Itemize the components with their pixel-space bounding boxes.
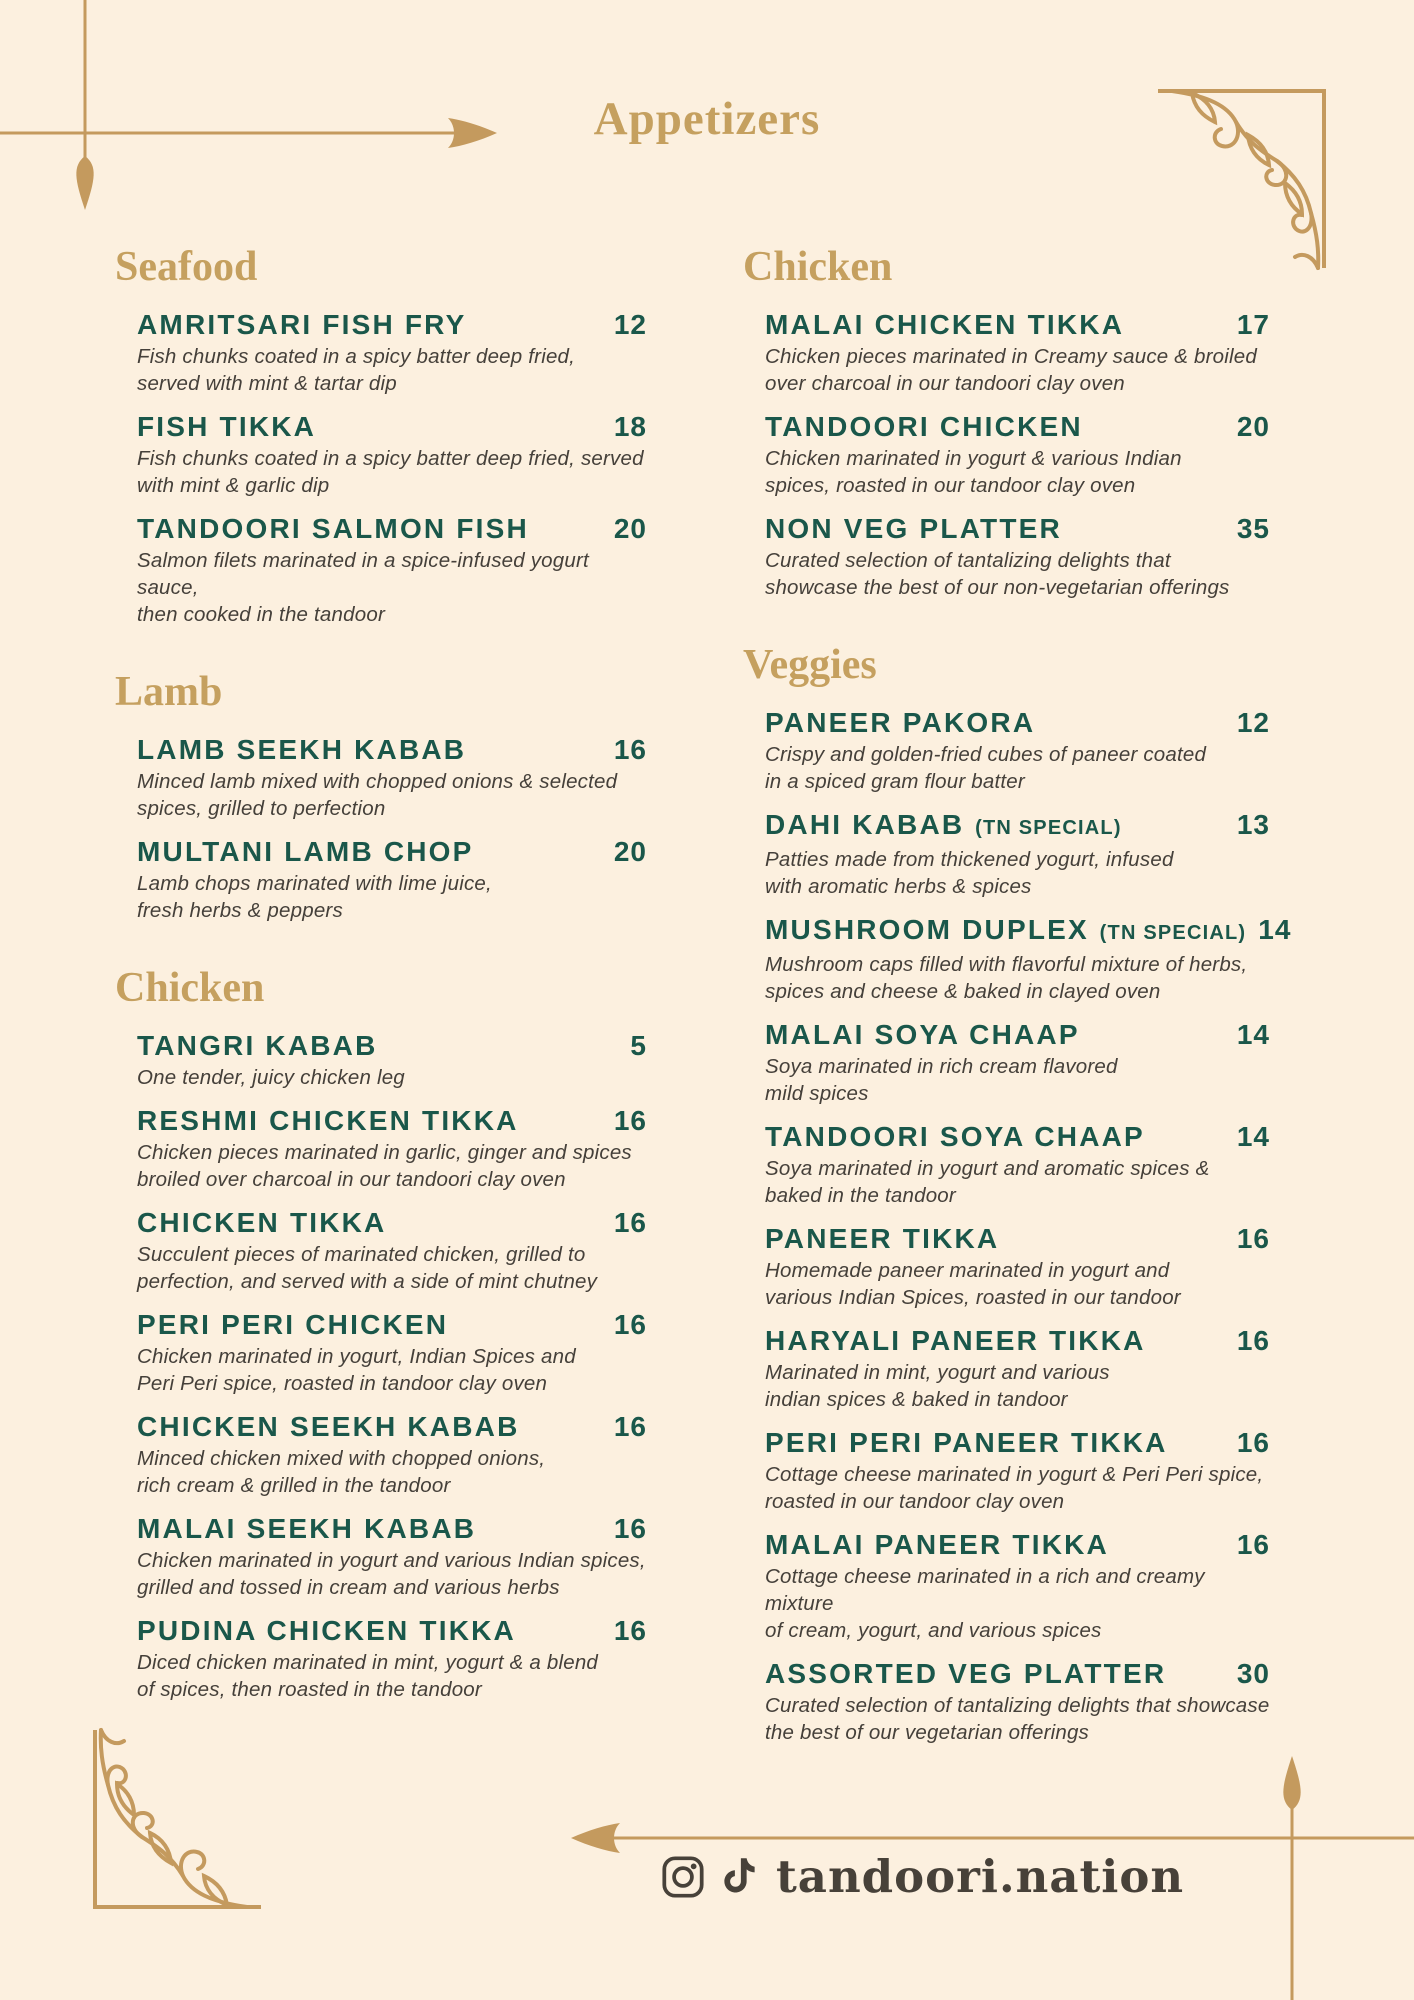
item-description-line: Salmon filets marinated in a spice-infused yogurt sauce, [137,549,589,599]
menu-item-header [765,1323,1270,1359]
item-description [765,1563,1270,1644]
item-description-line: served with mint & tartar dip [137,372,397,395]
item-description-line: Curated selection of tantalizing delights that showcase [765,1694,1270,1717]
item-name: FISH TIKKA [137,411,317,442]
item-name: MULTANI LAMB CHOP [137,836,474,867]
item-description [765,547,1270,601]
menu-item-header [765,1527,1270,1563]
item-description-line: perfection, and served with a side of mint chutney [137,1270,598,1293]
item-description [137,445,647,499]
menu-item-header [765,705,1270,741]
item-name: CHICKEN TIKKA [137,1207,387,1238]
item-name: TANDOORI SALMON FISH [137,513,529,544]
menu-item [743,807,1270,900]
item-price: 14 [1236,1019,1270,1050]
item-description-line: Chicken marinated in yogurt, Indian Spices and [137,1345,576,1368]
item-description-line: Diced chicken marinated in mint, yogurt & a blend [137,1651,599,1674]
menu-item [115,834,647,924]
item-price: 30 [1236,1658,1270,1689]
item-description-line: spices and cheese & baked in clayed oven [765,980,1161,1003]
section-title: Veggies [743,642,877,688]
item-name: AMRITSARI FISH FRY [137,309,467,340]
item-price: 16 [1236,1427,1270,1458]
menu-item [115,1409,647,1499]
item-description-line: Mushroom caps filled with flavorful mixture of herbs, [765,953,1248,976]
item-description-line: Chicken pieces marinated in Creamy sauce & broiled [765,345,1257,368]
menu-item [115,409,647,499]
item-price: 16 [613,1207,647,1238]
social-handle: tandoori.nation [776,1850,1185,1903]
corner-flourish-bottom-left [95,1730,261,1907]
item-name: DAHI KABAB (TN SPECIAL) [765,809,1122,840]
item-name: CHICKEN SEEKH KABAB [137,1411,520,1442]
item-description [137,1241,647,1295]
menu-item-header [137,1307,647,1343]
item-description-line: Chicken marinated in yogurt & various Indian [765,447,1182,470]
item-description [137,1064,647,1091]
menu-item [743,307,1270,397]
item-description-line: mild spices [765,1082,869,1105]
menu-item-header [137,1028,647,1064]
item-description [765,846,1270,900]
item-name: PANEER TIKKA [765,1223,1000,1254]
item-price: 16 [613,1105,647,1136]
item-description-line: the best of our vegetarian offerings [765,1721,1090,1744]
item-name: PERI PERI PANEER TIKKA [765,1427,1168,1458]
item-description [765,1359,1270,1413]
item-description [765,1257,1270,1311]
item-price: 20 [613,513,647,544]
menu-item-header [137,1409,647,1445]
item-description-line: grilled and tossed in cream and various herbs [137,1576,560,1599]
item-name: PANEER PAKORA [765,707,1036,738]
item-name: NON VEG PLATTER [765,513,1062,544]
item-name: MALAI SOYA CHAAP [765,1019,1080,1050]
item-description-line: Lamb chops marinated with lime juice, [137,872,492,895]
item-description-line: showcase the best of our non-vegetarian offerings [765,576,1230,599]
item-description [137,343,647,397]
menu-section [743,641,1292,1746]
item-price: 16 [1236,1529,1270,1560]
menu-item-header [765,1656,1270,1692]
menu-item-header [137,511,647,547]
item-description-line: Marinated in mint, yogurt and various [765,1361,1110,1384]
item-description-line: indian spices & baked in tandoor [765,1388,1068,1411]
item-description-line: Soya marinated in rich cream flavored [765,1055,1118,1078]
item-description [137,768,647,822]
item-name: MALAI CHICKEN TIKKA [765,309,1125,340]
menu-column [743,243,1292,1758]
menu-section [743,243,1270,601]
item-description [765,741,1270,795]
item-description-line: Succulent pieces of marinated chicken, grilled to [137,1243,586,1266]
item-name: MUSHROOM DUPLEX (TN SPECIAL) [765,914,1247,945]
menu-item-header [765,307,1270,343]
item-price: 12 [1236,707,1270,738]
menu-item [743,409,1270,499]
item-description [765,343,1270,397]
menu-item [743,1221,1270,1311]
item-name: ASSORTED VEG PLATTER [765,1658,1167,1689]
menu-item [743,1425,1270,1515]
section-title: Chicken [115,965,265,1011]
section-title: Chicken [743,244,893,290]
item-description-line: various Indian Spices, roasted in our tandoor [765,1286,1181,1309]
menu-item-header [137,1205,647,1241]
menu-item [743,912,1292,1005]
item-price: 18 [613,411,647,442]
item-price: 16 [613,1411,647,1442]
item-special-tag: (TN SPECIAL) [1092,922,1247,944]
item-description-line: Cottage cheese marinated in a rich and creamy mixture [765,1565,1205,1615]
item-description-line: Homemade paneer marinated in yogurt and [765,1259,1170,1282]
menu-section [115,668,647,924]
item-description-line: Curated selection of tantalizing delights that [765,549,1171,572]
menu-item [115,511,647,628]
menu-item-header [137,834,647,870]
item-price: 16 [613,1309,647,1340]
section-title: Seafood [115,244,258,290]
item-description [137,1445,647,1499]
menu-item-header [765,1017,1270,1053]
item-price: 16 [613,1615,647,1646]
menu-item-header [765,1221,1270,1257]
menu-item-header [137,1511,647,1547]
menu-item [115,1613,647,1703]
item-description-line: over charcoal in our tandoori clay oven [765,372,1125,395]
menu-item-header [765,1425,1270,1461]
item-price: 16 [613,1513,647,1544]
item-description-line: roasted in our tandoor clay oven [765,1490,1065,1513]
item-description-line: Fish chunks coated in a spicy batter deep fried, [137,345,576,368]
item-price: 16 [1236,1223,1270,1254]
item-description [137,1343,647,1397]
item-price: 16 [613,734,647,765]
item-description [137,1139,647,1193]
menu-item-header [765,912,1292,951]
item-description-line: baked in the tandoor [765,1184,956,1207]
item-description [137,1649,647,1703]
menu-item [115,307,647,397]
instagram-icon [660,1854,706,1900]
item-name: TANDOORI CHICKEN [765,411,1083,442]
menu-item [743,1527,1270,1644]
item-price: 14 [1258,914,1292,945]
menu-item [743,1656,1270,1746]
menu-item [115,1307,647,1397]
item-description-line: with aromatic herbs & spices [765,875,1032,898]
menu-item-header [137,1613,647,1649]
item-name: TANDOORI SOYA CHAAP [765,1121,1145,1152]
item-price: 13 [1236,809,1270,840]
menu-item-header [765,1119,1270,1155]
menu-section [115,243,647,628]
item-name: RESHMI CHICKEN TIKKA [137,1105,519,1136]
item-description-line: Chicken marinated in yogurt and various Indian spices, [137,1549,646,1572]
item-description-line: of cream, yogurt, and various spices [765,1619,1102,1642]
item-description [765,1692,1270,1746]
item-description [765,1155,1270,1209]
item-price: 5 [630,1030,647,1061]
menu-item [115,732,647,822]
item-description-line: Minced chicken mixed with chopped onions, [137,1447,546,1470]
item-price: 35 [1236,513,1270,544]
menu-item [115,1103,647,1193]
item-description-line: One tender, juicy chicken leg [137,1066,405,1089]
item-description [137,547,647,628]
item-description-line: in a spiced gram flour batter [765,770,1025,793]
menu-item-header [137,1103,647,1139]
page-title: Appetizers [593,93,821,145]
item-name: MALAI SEEKH KABAB [137,1513,477,1544]
item-description [765,951,1270,1005]
item-description [765,1053,1270,1107]
item-name: MALAI PANEER TIKKA [765,1529,1109,1560]
item-price: 17 [1236,309,1270,340]
section-title: Lamb [115,669,223,715]
item-description-line: Fish chunks coated in a spicy batter deep fried, served [137,447,644,470]
menu-item-header [137,409,647,445]
menu-item [743,511,1270,601]
item-description-line: spices, roasted in our tandoor clay oven [765,474,1136,497]
menu-item-header [137,307,647,343]
menu-item [743,1017,1270,1107]
item-description [137,1547,647,1601]
item-name: PERI PERI CHICKEN [137,1309,449,1340]
menu-item-header [765,807,1270,846]
item-description-line: Patties made from thickened yogurt, infused [765,848,1174,871]
item-description-line: Soya marinated in yogurt and aromatic spices & [765,1157,1210,1180]
menu-item [115,1511,647,1601]
item-price: 12 [613,309,647,340]
menu-item [115,1028,647,1091]
menu-item-header [137,732,647,768]
item-description [765,1461,1270,1515]
item-price: 20 [1236,411,1270,442]
menu-section [115,964,647,1703]
item-description-line: Chicken pieces marinated in garlic, ginger and spices [137,1141,632,1164]
item-price: 20 [613,836,647,867]
item-name: TANGRI KABAB [137,1030,378,1061]
item-name: PUDINA CHICKEN TIKKA [137,1615,516,1646]
item-description-line: Cottage cheese marinated in yogurt & Peri Peri spice, [765,1463,1264,1486]
footer-brand [660,1850,1184,1904]
item-price: 16 [1236,1325,1270,1356]
menu-column [115,243,647,1715]
item-description-line: of spices, then roasted in the tandoor [137,1678,482,1701]
item-description-line: Minced lamb mixed with chopped onions & selected [137,770,618,793]
menu-item [743,1323,1270,1413]
menu-item [743,1119,1270,1209]
menu-item [743,705,1270,795]
item-description-line: spices, grilled to perfection [137,797,386,820]
item-special-tag: (TN SPECIAL) [968,817,1122,839]
menu-item-header [765,409,1270,445]
item-price: 14 [1236,1121,1270,1152]
menu-item [115,1205,647,1295]
item-name: LAMB SEEKH KABAB [137,734,467,765]
item-description [137,870,647,924]
item-description-line: then cooked in the tandoor [137,603,385,626]
item-description-line: Crispy and golden-fried cubes of paneer coated [765,743,1207,766]
item-description-line: fresh herbs & peppers [137,899,343,922]
item-description-line: broiled over charcoal in our tandoori clay oven [137,1168,566,1191]
item-name: HARYALI PANEER TIKKA [765,1325,1146,1356]
item-description-line: Peri Peri spice, roasted in tandoor clay oven [137,1372,548,1395]
item-description-line: with mint & garlic dip [137,474,330,497]
item-description-line: rich cream & grilled in the tandoor [137,1474,451,1497]
tiktok-icon [721,1855,761,1899]
menu-item-header [765,511,1270,547]
item-description [765,445,1270,499]
